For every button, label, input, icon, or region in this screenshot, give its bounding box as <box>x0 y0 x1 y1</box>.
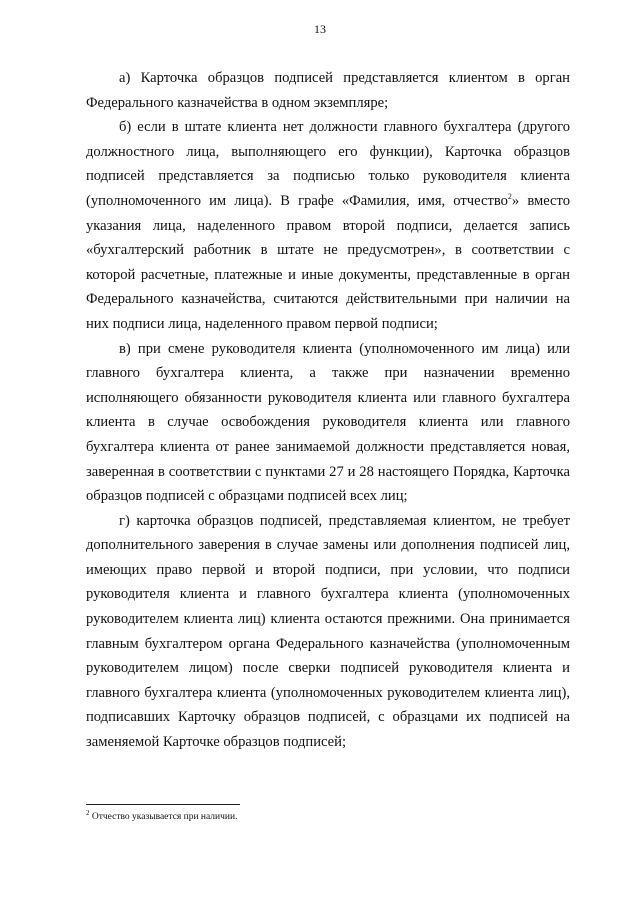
page-number: 13 <box>314 22 326 36</box>
paragraph-d: г) карточка образцов подписей, представляемая клиентом, не требует дополнительного заверения в случае замены или дополнения подписей лиц, имеющих право первой и второй подписи, при условии, что подписи руководителя клиента и главного бухгалтера клиента (уполномоченных руководителем клиента лиц) клиента остаются прежними. Она принимается главным бухгалтером органа Федерального казначейства (уполномоченным руководителем лицом) после сверки подписей руководителя клиента и главного бухгалтера клиента (уполномоченных руководителем клиента лиц), подписавших Карточку образцов подписей, с образцами их подписей на заменяемой Карточке образцов подписей; <box>86 512 570 751</box>
paragraph-a: а) Карточка образцов подписей представляется клиентом в орган Федерального казначейства в одном экземпляре; <box>86 70 570 111</box>
paragraph-b-text-end: » вместо указания лица, наделенного правом второй подписи, делается запись «бухгалтерский работник в штате не предусмотрен», в соответствии с которой расчетные, платежные и иные документы, представленные в орган Федерального казначейства, считаются действительными при наличии на них подписи лица, наделенного правом первой подписи; <box>86 192 571 332</box>
document-body <box>86 66 570 755</box>
paragraph-b-text-start: б) если в штате клиента нет должности главного бухгалтера (другого должностного лица, выполняющего его функции), Карточка образцов подписей представляется за подписью только руководителя клиента (уполномоченного им лица). В графе «Фамилия, имя, отчество <box>86 119 570 209</box>
footnote-divider <box>86 804 240 805</box>
footnote-marker: 2 <box>86 808 90 817</box>
footnote-text: Отчество указывается при наличии. <box>89 812 238 822</box>
footnote-reference: 2 <box>507 192 512 202</box>
paragraph-b <box>86 115 570 336</box>
footnote <box>86 808 570 823</box>
paragraph-c: в) при смене руководителя клиента (уполномоченного им лица) или главного бухгалтера клиента, а также при назначении временно исполняющего обязанности руководителя клиента или главного бухгалтера клиента в случае освобождения руководителя клиента или главного бухгалтера клиента от ранее занимаемой должности представляется новая, заверенная в соответствии с пунктами 27 и 28 настоящего Порядка, Карточка образцов подписей с образцами подписей всех лиц; <box>86 340 570 505</box>
